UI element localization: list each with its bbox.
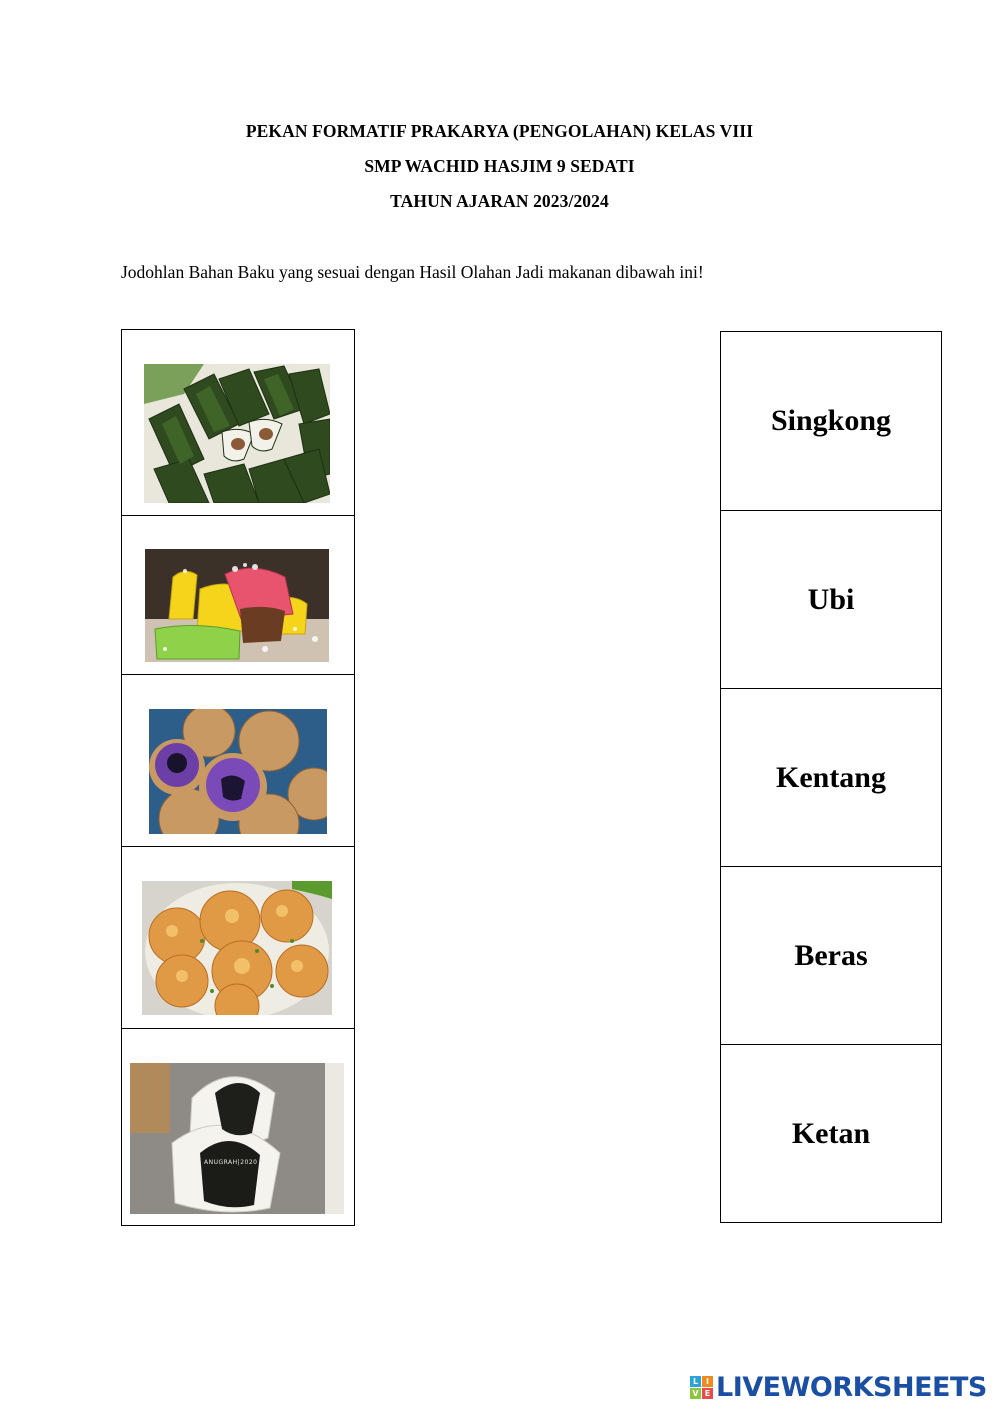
answer-label: Singkong	[770, 404, 892, 437]
colorful-cassava-cakes-photo[interactable]	[145, 549, 329, 662]
food-image-cell	[122, 846, 354, 1028]
header-line-2: SMP WACHID HASJIM 9 SEDATI	[364, 156, 635, 176]
food-image-cell	[122, 330, 354, 515]
food-image-cell	[122, 1028, 354, 1225]
photo-watermark: ANUGRAH|2020	[204, 1159, 258, 1166]
liveworksheets-wordmark: LIVEWORKSHEETS	[716, 1372, 987, 1403]
answer-label: Beras	[794, 938, 868, 972]
leaf-wrapped-rice-cake-photo[interactable]	[144, 364, 330, 503]
answer-label: Ketan	[791, 1116, 871, 1150]
purple-sweet-potato-balls-photo[interactable]	[149, 709, 327, 834]
logo-letter: L	[690, 1376, 701, 1387]
liveworksheets-grid-icon	[690, 1376, 713, 1399]
food-image-cell	[122, 515, 354, 674]
header-line-1: PEKAN FORMATIF PRAKARYA (PENGOLAHAN) KELAS VIII	[245, 121, 754, 141]
food-image-cell	[122, 674, 354, 846]
answer-label: Ubi	[807, 582, 855, 616]
answer-cell-ubi[interactable]	[721, 510, 941, 688]
potato-fritters-photo[interactable]	[142, 881, 332, 1015]
onigiri-rice-balls-photo[interactable]	[130, 1063, 344, 1214]
answer-cell-singkong[interactable]	[721, 332, 941, 510]
food-images-column	[121, 329, 355, 1226]
header-line-3: TAHUN AJARAN 2023/2024	[390, 191, 609, 211]
logo-letter: I	[702, 1376, 713, 1387]
instruction-text: Jodohlan Bahan Baku yang sesuai dengan Hasil Olahan Jadi makanan dibawah ini!	[121, 262, 704, 282]
answer-cell-kentang[interactable]	[721, 688, 941, 866]
logo-letter: E	[702, 1388, 713, 1399]
answer-cell-beras[interactable]	[721, 866, 941, 1044]
logo-letter: V	[690, 1388, 701, 1399]
answer-label: Kentang	[775, 760, 886, 794]
answers-column	[720, 331, 942, 1223]
liveworksheets-logo[interactable]	[690, 1372, 987, 1403]
answer-cell-ketan[interactable]	[721, 1044, 941, 1222]
